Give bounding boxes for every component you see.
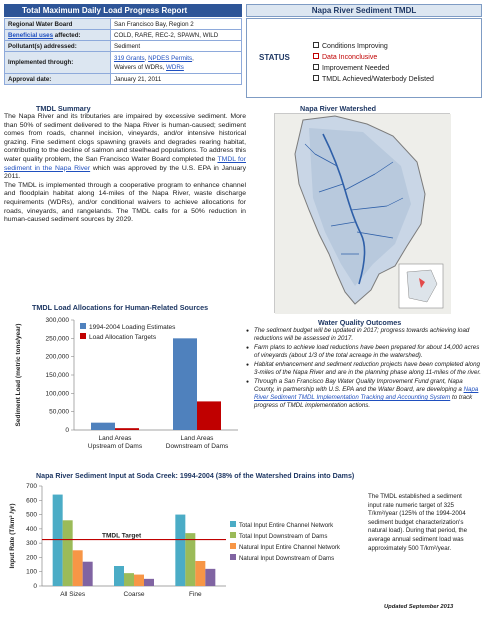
legend-label: Load Allocation Targets bbox=[89, 334, 157, 341]
legend-swatch bbox=[230, 543, 236, 549]
info-row-implemented-through bbox=[5, 52, 242, 74]
outcomes-list bbox=[246, 327, 482, 411]
outcomes-title: Water Quality Outcomes bbox=[318, 318, 402, 327]
info-key: Implemented through: bbox=[5, 52, 111, 74]
legend-label: Natural Input Entire Channel Network bbox=[239, 544, 340, 551]
beneficial-uses-link[interactable]: Beneficial uses bbox=[8, 31, 54, 39]
bar-0-1 bbox=[114, 566, 124, 586]
y-tick-label: 500 bbox=[26, 511, 37, 519]
info-value: 319 Grants, NPDES Permits, Waivers of WDRs, WDRs bbox=[111, 52, 242, 74]
x-tick-label: All Sizes bbox=[60, 591, 86, 598]
info-key bbox=[5, 30, 111, 41]
allocation-chart bbox=[2, 312, 246, 472]
y-tick-label: 200,000 bbox=[45, 353, 69, 361]
status-options bbox=[313, 41, 434, 85]
bar-2-1 bbox=[134, 575, 144, 586]
x-tick-label: Coarse bbox=[123, 591, 145, 598]
summary-title: TMDL Summary bbox=[36, 104, 91, 113]
y-tick-label: 50,000 bbox=[49, 408, 69, 416]
bar-1-1 bbox=[124, 573, 134, 586]
y-tick-label: 600 bbox=[26, 497, 37, 505]
y-tick-label: 0 bbox=[33, 583, 37, 590]
updated-date: Updated September 2013 bbox=[384, 604, 454, 610]
checkbox-icon bbox=[313, 64, 319, 70]
legend-swatch bbox=[230, 532, 236, 538]
info-key: Pollutant(s) addressed: bbox=[5, 41, 111, 52]
status-option-achieved: TMDL Achieved/Waterbody Delisted bbox=[313, 74, 434, 85]
info-row-regional-board bbox=[5, 19, 242, 30]
outcome-item: ● Habitat enhancement and sediment reduction projects have been completed along 3-miles of the Napa River and are in the planning phase along 11-miles of the river. bbox=[246, 361, 482, 377]
summary-paragraph-1: The Napa River and its tributaries are impaired by excessive sediment. More than 50% of sediment delivered to the Napa River is human-caused; sediment comes from roads, channel incision, vineyards, and/or intensive historical grazing. Fine sediment clogs spawning gravels and degrades rearing habitat, contributing to the decline of salmon and steelhead populations. To address this water quality problem, the San Francisco Water Board completed the TMDL for sediment in the Napa River which was approved by the U.S. EPA in January 2011. bbox=[4, 113, 247, 181]
bar-0-2 bbox=[175, 515, 185, 586]
grants-319-link[interactable]: 319 Grants bbox=[114, 54, 145, 62]
y-tick-label: 300 bbox=[26, 540, 37, 548]
legend-swatch bbox=[80, 333, 86, 339]
legend-swatch bbox=[230, 521, 236, 527]
target-label: TMDL Target bbox=[102, 532, 142, 540]
bar-0-1 bbox=[173, 338, 197, 430]
y-tick-label: 250,000 bbox=[45, 335, 69, 343]
info-key-rest: affected: bbox=[53, 31, 81, 39]
info-value: COLD, RARE, REC-2, SPAWN, WILD bbox=[111, 30, 242, 41]
info-row-pollutants bbox=[5, 41, 242, 52]
info-row-beneficial-uses bbox=[5, 30, 242, 41]
checkbox-icon bbox=[313, 42, 319, 48]
report-title: Total Maximum Daily Load Progress Report bbox=[4, 4, 242, 17]
outcome-item: ● The sediment budget will be updated in 2017; progress towards achieving load reductions will be assessed in 2017. bbox=[246, 327, 482, 343]
y-tick-label: 100 bbox=[26, 568, 37, 576]
legend-label: Natural Input Downstream of Dams bbox=[239, 555, 335, 562]
npdes-permits-link[interactable]: NPDES Permits bbox=[148, 54, 193, 62]
bar-1-2 bbox=[185, 533, 195, 586]
bar-0-0 bbox=[91, 423, 115, 430]
checkbox-icon bbox=[313, 75, 319, 81]
info-key: Approval date: bbox=[5, 74, 111, 85]
bar-1-0 bbox=[115, 428, 139, 430]
summary-paragraph-2: The TMDL is implemented through a cooperative program to enhance channel and floodplain habitat along 14-miles of the Napa River, waste discharge requirements (WDRs), and/or conditional waivers to achieve allocations for roads, vineyards, and rangelands. The TMDL calls for a 50% reduction in human-caused sediment sources by 2029. bbox=[4, 181, 246, 224]
tracking-system-link[interactable]: Napa River Sediment TMDL Implementation Tracking and Accounting System bbox=[254, 386, 479, 401]
y-tick-label: 150,000 bbox=[45, 372, 69, 379]
info-value: San Francisco Bay, Region 2 bbox=[111, 19, 242, 30]
allocation-chart-title: TMDL Load Allocations for Human-Related Sources bbox=[32, 303, 209, 312]
info-row-approval-date bbox=[5, 74, 242, 85]
info-key: Regional Water Board bbox=[5, 19, 111, 30]
tmdl-sediment-link[interactable]: TMDL for sediment in the Napa River bbox=[4, 155, 246, 172]
status-label: STATUS bbox=[259, 53, 290, 62]
y-tick-label: 300,000 bbox=[45, 317, 69, 324]
map-title: Napa River Watershed bbox=[300, 104, 377, 113]
info-value: January 21, 2011 bbox=[111, 74, 242, 85]
summary-text bbox=[4, 113, 246, 225]
bar-3-1 bbox=[144, 579, 154, 586]
y-tick-label: 700 bbox=[26, 483, 37, 490]
soda-chart-title: Napa River Sediment Input at Soda Creek: 1994-2004 (38% of the Watershed Drains into Dams) bbox=[36, 472, 355, 480]
bar-2-0 bbox=[73, 550, 83, 586]
y-tick-label: 0 bbox=[65, 427, 69, 434]
status-box bbox=[246, 18, 482, 98]
soda-creek-chart bbox=[2, 480, 364, 606]
y-axis-label: Sediment Load (metric tons/year) bbox=[15, 323, 22, 427]
legend-label: Total Input Downstream of Dams bbox=[239, 533, 328, 540]
bar-3-2 bbox=[205, 569, 215, 586]
y-tick-label: 100,000 bbox=[45, 390, 69, 398]
bar-2-2 bbox=[195, 561, 205, 586]
x-tick-label: Land Areas bbox=[180, 435, 214, 442]
status-option-improvement-needed: Improvement Needed bbox=[313, 63, 434, 74]
legend-label: Total Input Entire Channel Network bbox=[239, 522, 334, 529]
legend-swatch bbox=[230, 554, 236, 560]
y-tick-label: 400 bbox=[26, 525, 37, 533]
bar-1-1 bbox=[197, 401, 221, 430]
checkbox-icon bbox=[313, 53, 319, 59]
bar-3-0 bbox=[83, 562, 93, 586]
outcome-item: ● Farm plans to achieve load reductions have been prepared for about 14,000 acres of vineyards (about 1/3 of the total acreage in the watershed). bbox=[246, 344, 482, 360]
y-axis-label: Input Rate (T/km² /yr) bbox=[9, 503, 16, 569]
bar-1-0 bbox=[63, 520, 73, 586]
watershed-map bbox=[274, 113, 450, 313]
status-option-inconclusive: Data Inconclusive bbox=[313, 52, 434, 63]
info-table bbox=[4, 18, 242, 85]
watershed-map-image bbox=[275, 114, 451, 314]
tmdl-target-note: The TMDL established a sediment input rate numeric target of 325 T/km²/year (125% of the 1994-2004 sediment budget characterization's natural load). During that period, the average annual sediment load was approximately 500 T/km²/year. bbox=[368, 493, 468, 552]
bar-0-0 bbox=[53, 495, 63, 586]
info-value: Sediment bbox=[111, 41, 242, 52]
x-tick-label: Downstream of Dams bbox=[165, 443, 229, 450]
status-option-improving: Conditions Improving bbox=[313, 41, 434, 52]
legend-label: 1994-2004 Loading Estimates bbox=[89, 324, 176, 331]
legend-swatch bbox=[80, 323, 86, 329]
waivers-text: Waivers of WDRs, bbox=[114, 63, 167, 71]
y-tick-label: 200 bbox=[26, 554, 37, 562]
x-tick-label: Upstream of Dams bbox=[87, 443, 143, 450]
x-tick-label: Land Areas bbox=[98, 435, 132, 442]
x-tick-label: Fine bbox=[189, 591, 202, 598]
outcome-item: ● Through a San Francisco Bay Water Quality Improvement Fund grant, Napa County, in partnership with U.S. EPA and the Water Board, are developing a Napa River Sediment TMDL Implementation Tracking and Accounting System to track progress of TMDL implementation actions. bbox=[246, 378, 482, 410]
tmdl-name-title: Napa River Sediment TMDL bbox=[246, 4, 482, 17]
wdrs-link[interactable]: WDRs bbox=[166, 63, 184, 71]
